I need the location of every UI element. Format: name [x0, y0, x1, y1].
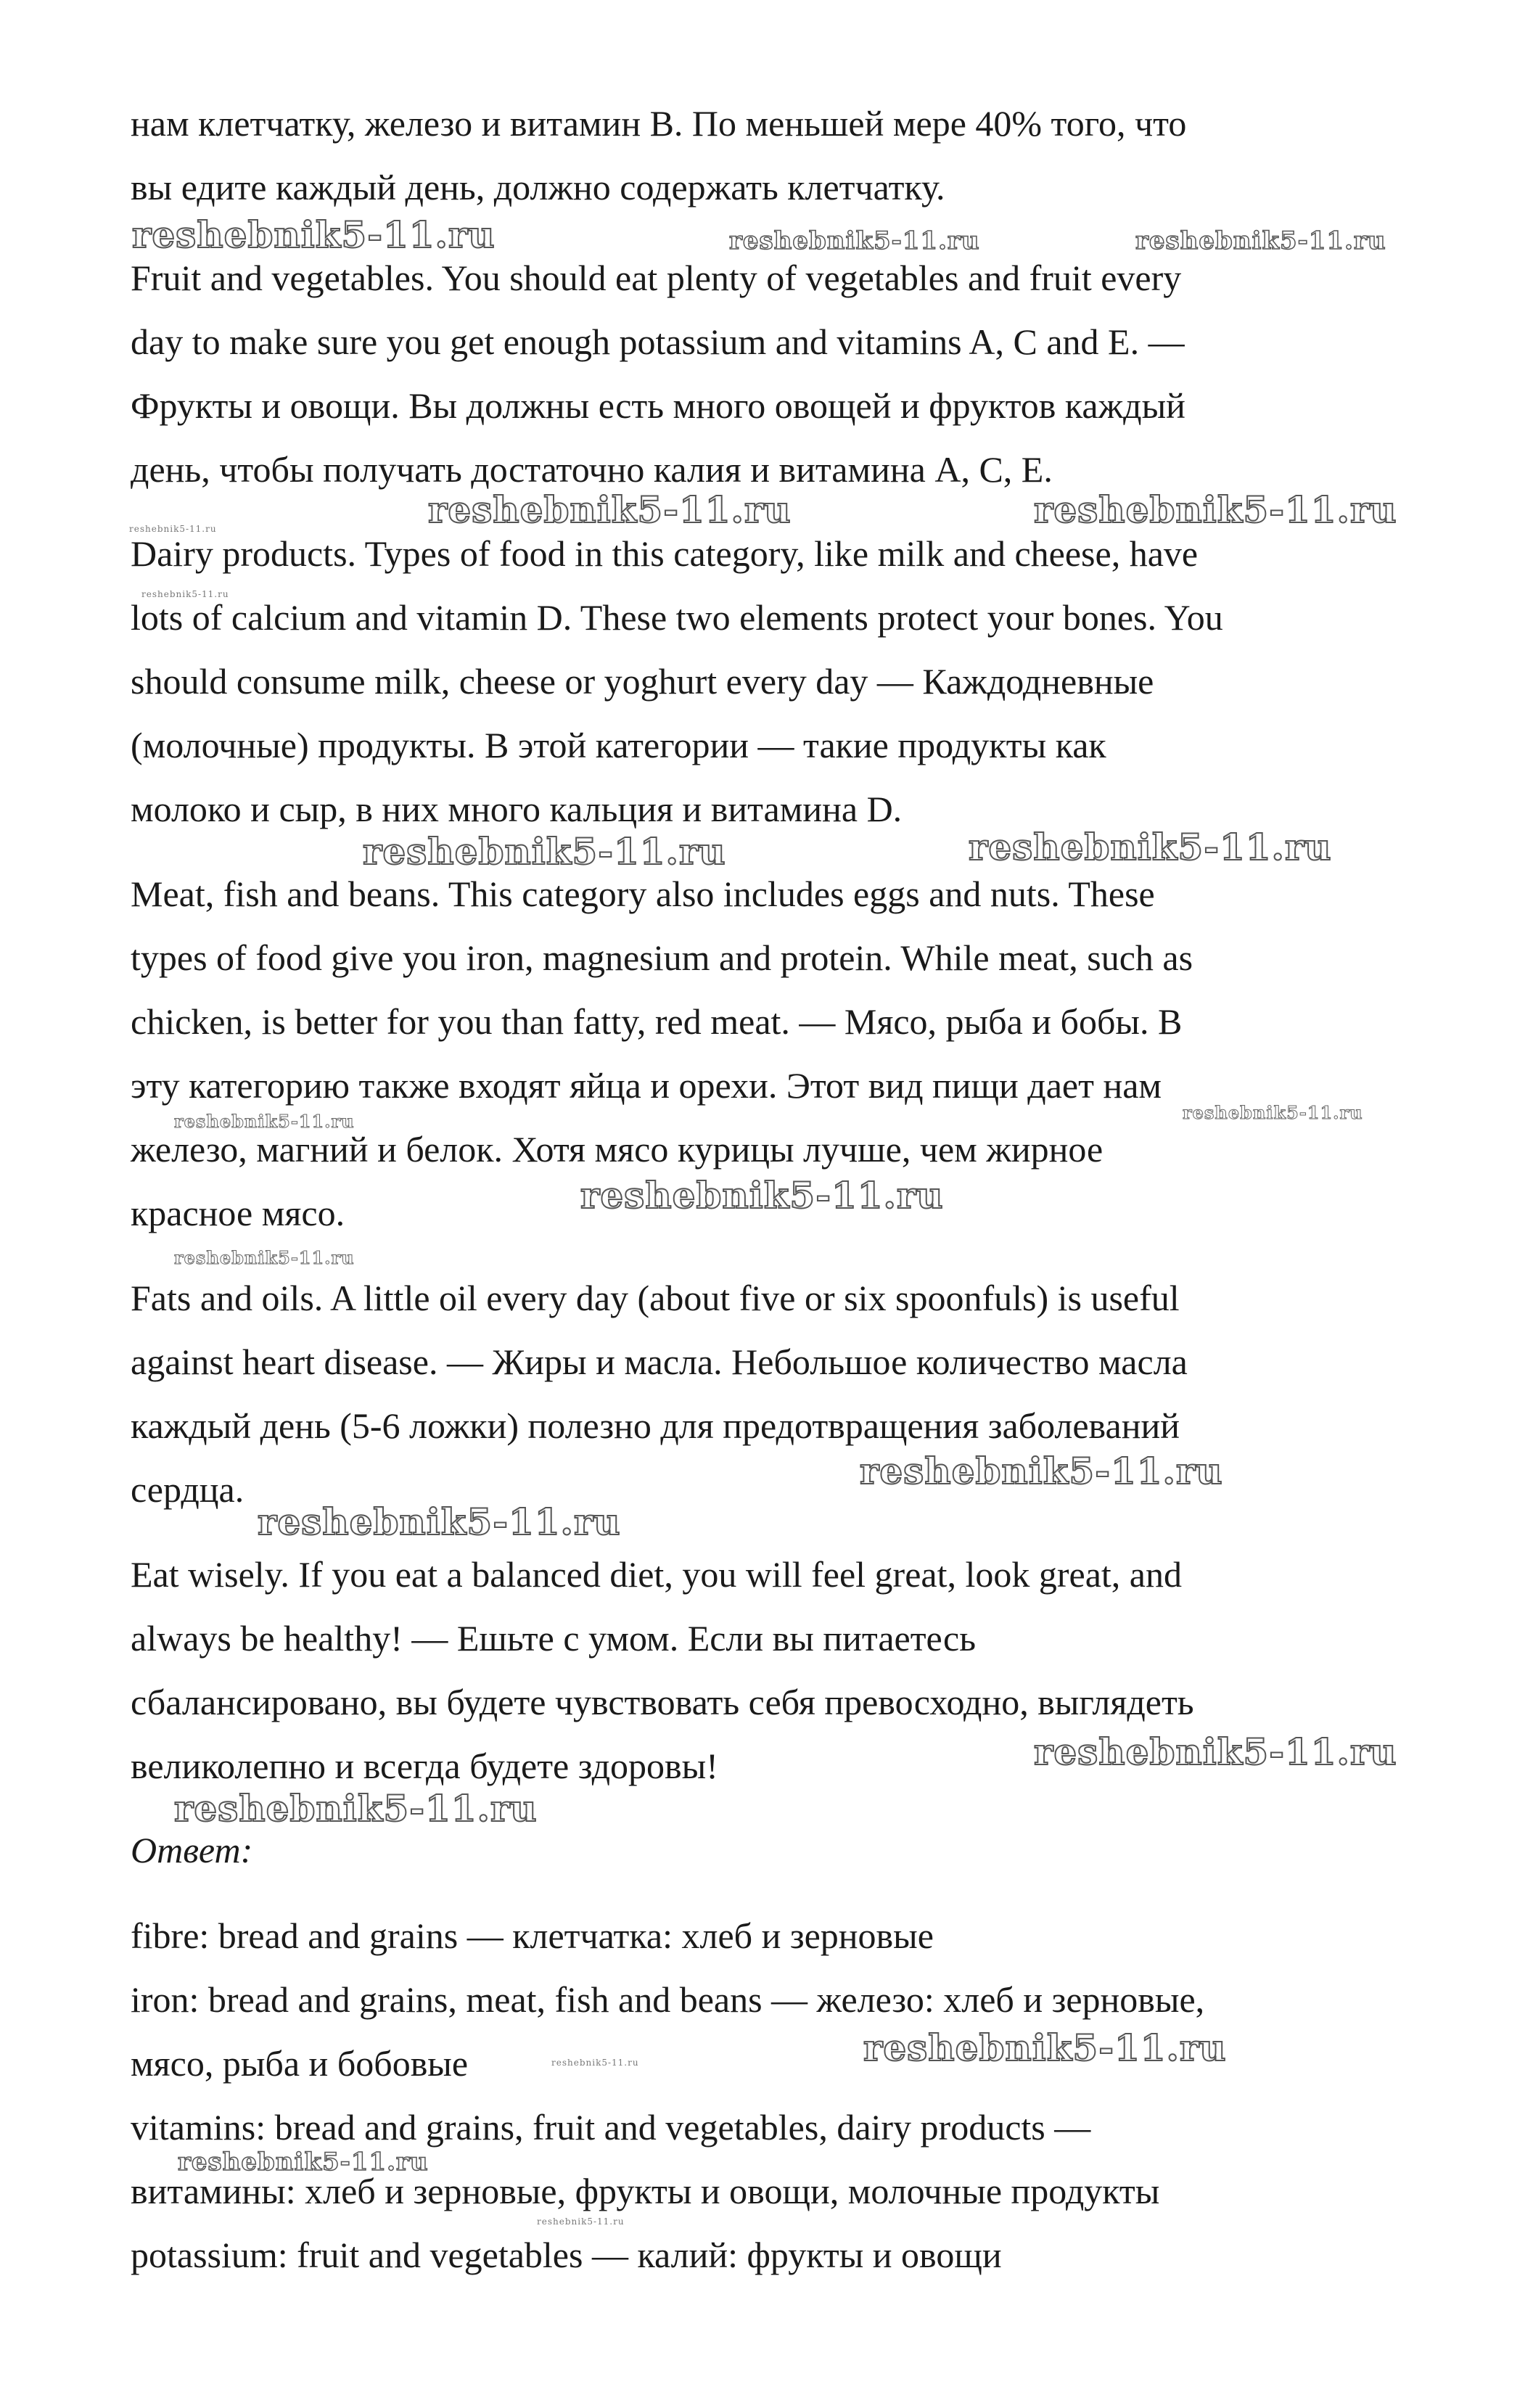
text-line: fibre: bread and grains — клетчатка: хлеб и зерновые	[131, 1915, 934, 1956]
watermark: reshebnik5-11.ru	[1135, 226, 1386, 255]
watermark: reshebnik5-11.ru	[132, 213, 496, 256]
text-line: chicken, is better for you than fatty, red meat. — Мясо, рыба и бобы. В	[131, 1001, 1183, 1042]
text-line: against heart disease. — Жиры и масла. Небольшое количество масла	[131, 1341, 1188, 1382]
text-line: Фрукты и овощи. Вы должны есть много овощей и фруктов каждый	[131, 385, 1185, 426]
watermark: reshebnik5-11.ru	[174, 1247, 355, 1268]
watermark: reshebnik5-11.ru	[141, 589, 229, 599]
text-line: витамины: хлеб и зерновые, фрукты и овощи, молочные продукты	[131, 2171, 1160, 2211]
text-line: железо, магний и белок. Хотя мясо курицы лучше, чем жирное	[131, 1129, 1103, 1170]
text-line: вы едите каждый день, должно содержать клетчатку.	[131, 167, 945, 207]
text-line: day to make sure you get enough potassium and vitamins A, C and E. —	[131, 321, 1185, 362]
text-line: types of food give you iron, magnesium and protein. While meat, such as	[131, 937, 1193, 978]
text-line: Fruit and vegetables. You should eat plenty of vegetables and fruit every	[131, 258, 1182, 298]
text-line: сердца.	[131, 1469, 244, 1510]
watermark: reshebnik5-11.ru	[178, 2148, 429, 2177]
text-line: Fats and oils. A little oil every day (about five or six spoonfuls) is useful	[131, 1278, 1180, 1318]
watermark: reshebnik5-11.ru	[129, 524, 217, 534]
watermark: reshebnik5-11.ru	[258, 1500, 621, 1543]
text-line: potassium: fruit and vegetables — калий: фрукты и овощи	[131, 2235, 1002, 2275]
watermark: reshebnik5-11.ru	[729, 226, 980, 255]
text-line: сбалансировано, вы будете чувствовать себя превосходно, выглядеть	[131, 1682, 1194, 1722]
watermark: reshebnik5-11.ru	[860, 1450, 1223, 1492]
watermark: reshebnik5-11.ru	[1034, 1730, 1397, 1773]
text-line: красное мясо.	[131, 1193, 345, 1233]
text-line: великолепно и всегда будете здоровы!	[131, 1746, 718, 1786]
text-line: vitamins: bread and grains, fruit and vegetables, dairy products —	[131, 2107, 1091, 2148]
text-line: lots of calcium and vitamin D. These two elements protect your bones. You	[131, 597, 1223, 638]
text-line: каждый день (5-6 ложки) полезно для предотвращения заболеваний	[131, 1405, 1180, 1446]
watermark: reshebnik5-11.ru	[863, 2026, 1227, 2069]
text-line: мясо, рыба и бобовые	[131, 2043, 469, 2084]
text-line: should consume milk, cheese or yoghurt every day — Каждодневные	[131, 661, 1154, 702]
text-line: молоко и сыр, в них много кальция и витамина D.	[131, 789, 903, 829]
text-line: эту категорию также входят яйца и орехи. Этот вид пищи дает нам	[131, 1065, 1162, 1106]
watermark: reshebnik5-11.ru	[551, 2058, 639, 2068]
text-line: iron: bread and grains, meat, fish and beans — железо: хлеб и зерновые,	[131, 1979, 1205, 2020]
text-line: (молочные) продукты. В этой категории — такие продукты как	[131, 725, 1106, 765]
watermark: reshebnik5-11.ru	[363, 830, 726, 873]
watermark: reshebnik5-11.ru	[428, 488, 792, 531]
watermark: reshebnik5-11.ru	[537, 2216, 625, 2227]
watermark: reshebnik5-11.ru	[174, 1111, 355, 1132]
text-line: Meat, fish and beans. This category also includes eggs and nuts. These	[131, 874, 1155, 914]
text-line: Dairy products. Types of food in this category, like milk and cheese, have	[131, 533, 1199, 574]
text-line: день, чтобы получать достаточно калия и витамина А, С, Е.	[131, 449, 1053, 490]
watermark: reshebnik5-11.ru	[174, 1787, 538, 1830]
watermark: reshebnik5-11.ru	[1183, 1102, 1363, 1123]
text-line: always be healthy! — Ешьте с умом. Если вы питаетесь	[131, 1618, 976, 1659]
watermark: reshebnik5-11.ru	[580, 1174, 944, 1217]
watermark: reshebnik5-11.ru	[1034, 488, 1397, 531]
answer-heading: Ответ:	[131, 1830, 253, 1870]
watermark: reshebnik5-11.ru	[969, 826, 1332, 868]
text-line: Eat wisely. If you eat a balanced diet, you will feel great, look great, and	[131, 1554, 1182, 1595]
text-line: нам клетчатку, железо и витамин В. По меньшей мере 40% того, что	[131, 103, 1187, 144]
